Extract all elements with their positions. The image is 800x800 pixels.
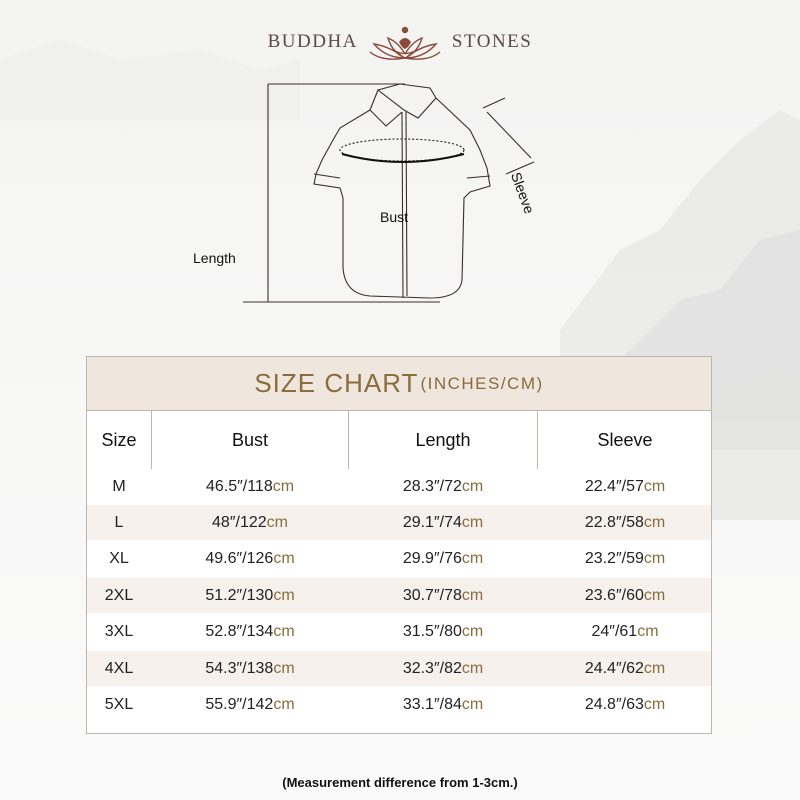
- cm-unit: cm: [273, 623, 295, 641]
- size-cell-value: 4XL: [104, 659, 134, 677]
- cm-unit: cm: [273, 659, 295, 677]
- bust-cell-value: 52.8″/134: [205, 623, 274, 641]
- sleeve-cell: [538, 651, 712, 686]
- size-cell: [87, 505, 151, 540]
- size-cell: [87, 578, 151, 613]
- cm-unit: cm: [461, 550, 484, 568]
- measurement-footnote: (Measurement difference from 1-3cm.): [282, 775, 518, 790]
- cm-unit: cm: [643, 550, 666, 568]
- cm-unit: cm: [273, 550, 295, 568]
- size-chart-title-text: SIZE CHART: [254, 368, 419, 398]
- length-cell-value: 29.1″/74: [402, 513, 462, 531]
- length-cell: [349, 469, 537, 504]
- column-header-size: Size: [101, 429, 137, 450]
- table-row: [87, 578, 711, 613]
- table-row: [87, 542, 711, 577]
- cm-unit: cm: [461, 586, 484, 604]
- size-cell: [87, 651, 151, 686]
- cm-unit: cm: [643, 477, 666, 495]
- column-divider: [537, 411, 538, 469]
- bust-label: Bust: [380, 209, 409, 225]
- length-cell-value: 33.1″/84: [402, 695, 462, 713]
- sleeve-cell: [538, 687, 712, 722]
- length-cell: [349, 615, 537, 650]
- sleeve-cell: [538, 615, 712, 650]
- length-cell: [349, 578, 537, 613]
- bust-cell-value: 48″/122: [212, 513, 267, 531]
- length-cell-value: 30.7″/78: [402, 586, 462, 604]
- size-cell-value: M: [112, 477, 126, 495]
- brand-header: [0, 22, 800, 62]
- size-cell: [87, 469, 151, 504]
- bust-cell: [152, 505, 348, 540]
- lotus-meditation-icon: [368, 22, 442, 62]
- size-chart-grid: [87, 411, 711, 734]
- column-divider: [348, 411, 349, 469]
- cm-unit: cm: [461, 477, 484, 495]
- bust-cell: [152, 615, 348, 650]
- size-cell-value: 3XL: [104, 623, 134, 641]
- length-label: Length: [193, 250, 236, 266]
- length-cell-value: 31.5″/80: [402, 623, 462, 641]
- cm-unit: cm: [637, 623, 659, 641]
- length-cell: [349, 651, 537, 686]
- bust-cell: [152, 687, 348, 722]
- length-cell-value: 32.3″/82: [402, 659, 462, 677]
- bust-cell-value: 54.3″/138: [205, 659, 274, 677]
- measurement-diagram: [0, 70, 800, 320]
- sleeve-cell-value: 24.4″/62: [584, 659, 644, 677]
- sleeve-cell: [538, 542, 712, 577]
- cm-unit: cm: [461, 659, 484, 677]
- sleeve-cell: [538, 578, 712, 613]
- table-row: [87, 687, 711, 722]
- cm-unit: cm: [461, 623, 484, 641]
- size-chart-title: [87, 357, 711, 411]
- size-chart-table: [86, 356, 712, 734]
- sleeve-cell-value: 24″/61: [591, 623, 638, 641]
- column-divider: [151, 411, 152, 469]
- column-header-length: Length: [415, 429, 471, 450]
- cm-unit: cm: [643, 513, 666, 531]
- table-row: [87, 651, 711, 686]
- bust-cell-value: 55.9″/142: [205, 695, 274, 713]
- cm-unit: cm: [272, 477, 295, 495]
- shirt-outline-icon: [0, 70, 800, 320]
- cm-unit: cm: [266, 513, 288, 531]
- length-cell: [349, 542, 537, 577]
- cm-unit: cm: [643, 659, 666, 677]
- table-row: [87, 505, 711, 540]
- size-cell: [87, 542, 151, 577]
- size-chart-units: (INCHES/CM): [420, 373, 544, 393]
- size-cell: [87, 615, 151, 650]
- bust-cell-value: 46.5″/118: [205, 477, 273, 495]
- size-cell-value: 5XL: [104, 695, 134, 713]
- sleeve-cell: [538, 505, 712, 540]
- bust-cell-value: 51.2″/130: [205, 586, 274, 604]
- bust-cell-value: 49.6″/126: [205, 550, 274, 568]
- size-cell-value: L: [114, 513, 124, 531]
- length-cell: [349, 505, 537, 540]
- sleeve-cell-value: 22.4″/57: [584, 477, 644, 495]
- table-header-row: [87, 411, 711, 469]
- bust-cell: [152, 542, 348, 577]
- sleeve-cell-value: 23.2″/59: [584, 550, 644, 568]
- size-cell-value: XL: [109, 550, 129, 568]
- sleeve-cell-value: 24.8″/63: [584, 695, 644, 713]
- length-cell-value: 29.9″/76: [402, 550, 462, 568]
- brand-right-word: STONES: [451, 31, 533, 52]
- sleeve-cell-value: 22.8″/58: [584, 513, 644, 531]
- sleeve-cell-value: 23.6″/60: [584, 586, 644, 604]
- cm-unit: cm: [643, 586, 666, 604]
- brand-left-word: BUDDHA: [267, 31, 358, 52]
- cm-unit: cm: [461, 513, 484, 531]
- cm-unit: cm: [461, 695, 484, 713]
- cm-unit: cm: [273, 695, 295, 713]
- cm-unit: cm: [273, 586, 295, 604]
- size-cell: [87, 687, 151, 722]
- bust-cell: [152, 651, 348, 686]
- size-cell-value: 2XL: [104, 586, 134, 604]
- sleeve-cell: [538, 469, 712, 504]
- bust-cell: [152, 578, 348, 613]
- table-row: [87, 615, 711, 650]
- length-cell: [349, 687, 537, 722]
- column-header-bust: Bust: [231, 429, 269, 450]
- length-cell-value: 28.3″/72: [402, 477, 462, 495]
- table-row: [87, 469, 711, 504]
- column-header-sleeve: Sleeve: [597, 429, 653, 450]
- sleeve-label: Sleeve: [507, 170, 538, 216]
- bust-cell: [152, 469, 348, 504]
- cm-unit: cm: [643, 695, 666, 713]
